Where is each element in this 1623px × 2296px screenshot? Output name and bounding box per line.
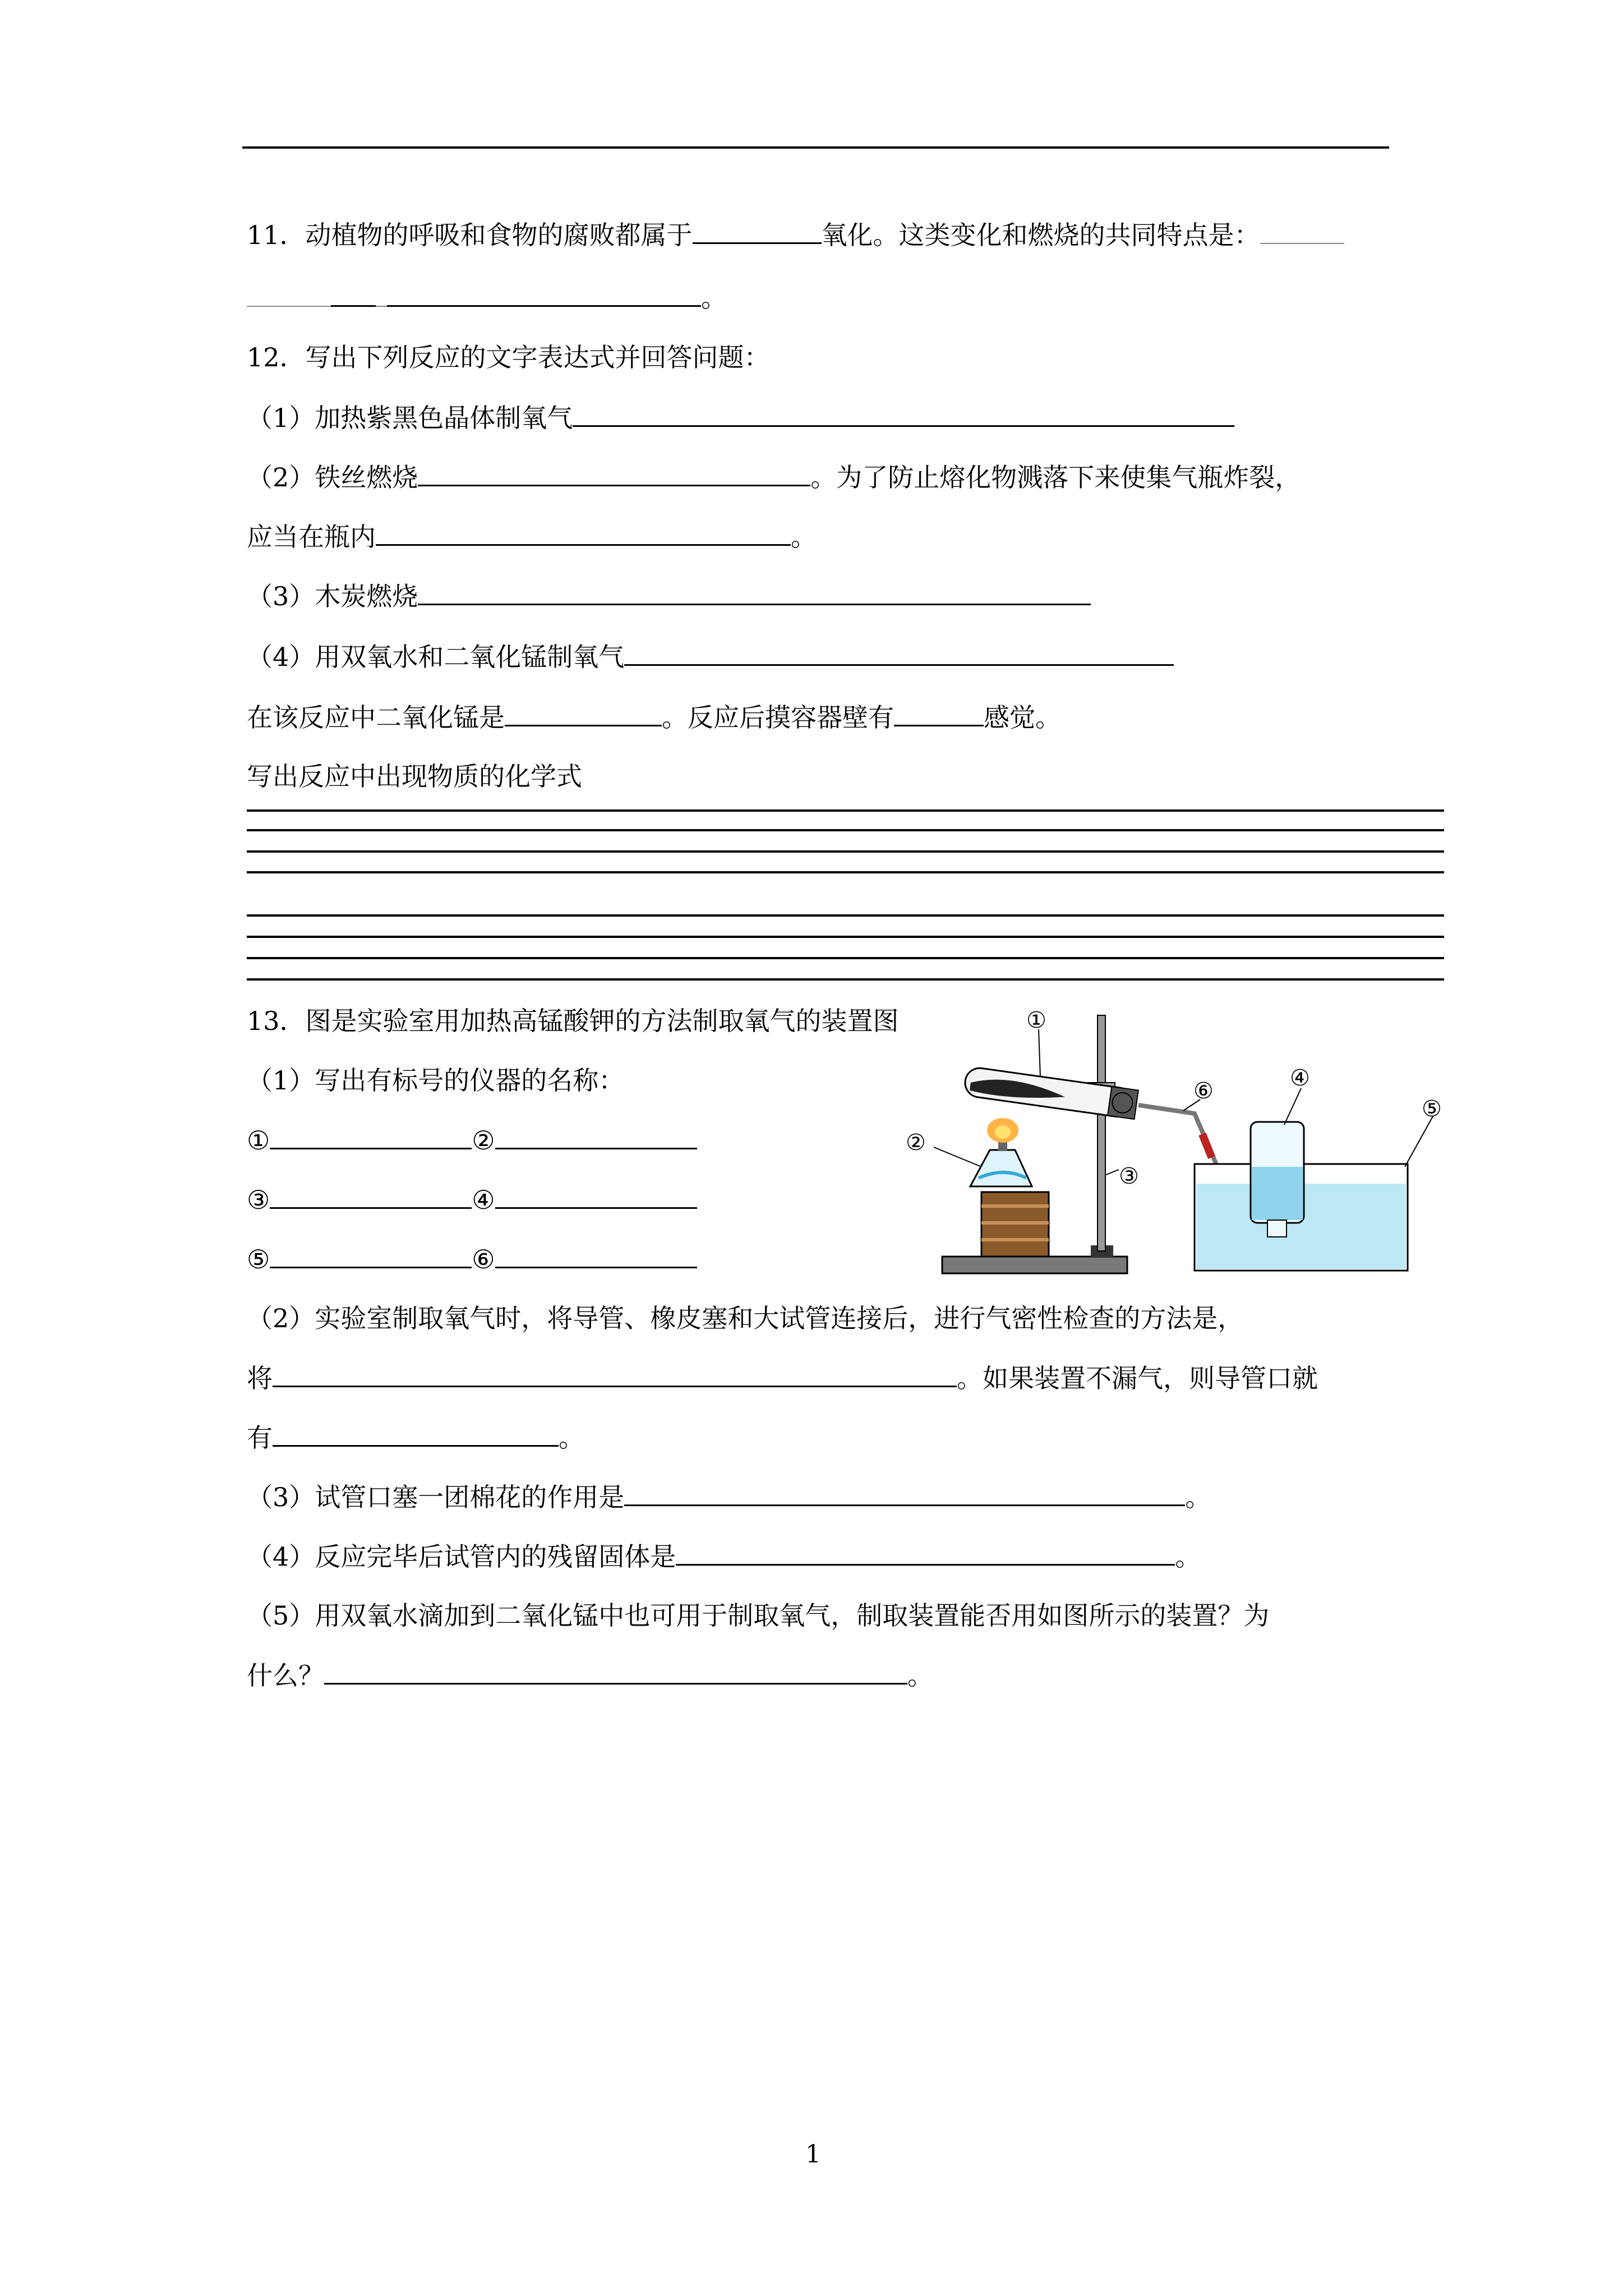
q13-names-row1 [247,1123,697,1157]
q12-p4b-mid: 。反应后摸容器壁有 [662,702,894,733]
q12-feel-blank[interactable] [894,700,984,726]
q13-p5-blank[interactable] [324,1658,907,1685]
q13-p2b-text: 将 [247,1363,273,1393]
figure-label-1: ① [1026,1007,1046,1033]
q11-end: 。 [701,283,727,313]
name-blank-4[interactable] [495,1182,697,1209]
q12-formula-prompt: 写出反应中出现物质的化学式 [247,761,582,792]
name-blank-1[interactable] [270,1123,472,1149]
answer-line-5[interactable] [247,914,1444,917]
label-1: ① [247,1125,270,1156]
q12-part4 [247,639,1174,674]
figure-label-6: ⑥ [1193,1078,1214,1104]
q13-p4-blank[interactable] [676,1539,1175,1566]
page-number: 1 [805,2140,821,2169]
q11-blank-3a[interactable] [247,281,331,307]
q13-part5-cont [247,1658,933,1692]
q13-p2d-text: 有 [247,1423,273,1453]
q13-p3-blank[interactable] [624,1480,1185,1506]
answer-line-3[interactable] [247,850,1444,853]
q12-p2-blank[interactable] [418,460,810,486]
q11-line2 [247,280,727,315]
q12-part2 [247,460,1301,494]
name-blank-2[interactable] [495,1123,697,1149]
q11-blank-2[interactable] [1260,218,1344,244]
q13-part2-cont [247,1361,1318,1395]
rubber-tube [1198,1133,1215,1159]
q13-part2: （2）实验室制取氧气时，将导管、橡皮塞和大试管连接后，进行气密性检查的方法是， [247,1303,1244,1333]
alcohol-lamp [970,1150,1032,1186]
q13-p5-end: 。 [907,1660,933,1691]
q12-p2-text: （2）铁丝燃烧 [247,462,418,493]
test-tube [963,1066,1138,1119]
header-rule [242,146,1389,149]
answer-line-2[interactable] [247,829,1444,831]
answer-line-4[interactable] [247,871,1444,873]
q13-part4 [247,1539,1201,1573]
q13-p2c-text: 。如果装置不漏气，则导管口就 [957,1363,1318,1393]
bottle-neck [1267,1220,1287,1237]
q13-p2-blank[interactable] [273,1361,957,1387]
q11-mid: 氧化。这类变化和燃烧的共同特点是： [821,220,1260,250]
q11-blank-1[interactable] [693,218,822,244]
q13-p3-text: （3）试管口塞一团棉花的作用是 [247,1482,625,1512]
q12-p4b-text: 在该反应中二氧化锰是 [247,702,505,733]
figure-label-2: ② [906,1130,926,1156]
q12-part1 [247,401,1234,435]
q13-p2e-text: 。 [559,1423,584,1453]
q12-p1-blank[interactable] [573,401,1234,427]
q12-title: 12．写出下列反应的文字表达式并回答问题： [247,342,770,372]
q12-p2c-blank[interactable] [376,519,791,546]
answer-line-1[interactable] [247,809,1444,812]
q11-blank-3c[interactable] [376,281,387,307]
q12-p2c-text: 应当在瓶内 [247,522,376,552]
q13-p4-end: 。 [1175,1542,1201,1572]
q13-p2d-blank[interactable] [273,1420,559,1447]
q13-part2-end [247,1420,584,1455]
bottle-water [1252,1167,1303,1220]
name-blank-6[interactable] [495,1242,697,1268]
q13-p3-end: 。 [1185,1482,1211,1512]
stand-base [942,1257,1127,1273]
label-6: ⑥ [472,1244,495,1274]
figure-label-5: ⑤ [1422,1096,1442,1122]
q11-blank-3b[interactable] [331,280,376,307]
q12-p4-blank[interactable] [624,639,1174,666]
q12-p4b-end: 感觉。 [984,702,1061,733]
q12-part2-cont [247,519,817,554]
figure-label-3: ③ [1119,1163,1139,1189]
answer-line-7[interactable] [247,957,1444,959]
q12-p1-text: （1）加热紫黑色晶体制氧气 [247,403,573,433]
q13-p4-text: （4）反应完毕后试管内的残留固体是 [247,1542,676,1572]
iron-stand-rod [1098,1015,1105,1251]
q13-names-row2 [247,1182,697,1217]
figure-label-4: ④ [1290,1065,1310,1091]
q13-part5: （5）用双氧水滴加到二氧化锰中也可用于制取氧气，制取装置能否用如图所示的装置？为 [247,1600,1270,1631]
label-2: ② [472,1125,495,1156]
answer-line-6[interactable] [247,936,1444,938]
q13-p5b-text: 什么？ [247,1660,324,1691]
q11-prefix: 11．动植物的呼吸和食物的腐败都属于 [247,220,693,250]
q13-title: 13．图是实验室用加热高锰酸钾的方法制取氧气的装置图 [247,1006,899,1036]
flame-inner [995,1125,1011,1139]
answer-line-8[interactable] [247,978,1444,981]
label-3: ③ [247,1185,270,1215]
q12-p2-note: 。为了防止熔化物溅落下来使集气瓶炸裂， [810,462,1301,493]
oxygen-apparatus-figure [897,999,1464,1279]
q12-part3 [247,579,1091,613]
q13-part1: （1）写出有标号的仪器的名称： [247,1065,625,1096]
q11-line1 [247,218,1344,252]
q11-blank-3d[interactable] [387,280,701,307]
q13-names-row3 [247,1242,697,1276]
q12-mno2-blank[interactable] [505,700,662,726]
label-4: ④ [472,1185,495,1215]
q12-p2d-text: 。 [791,522,817,552]
q12-p3-blank[interactable] [418,579,1091,605]
name-blank-3[interactable] [270,1182,472,1209]
q12-p3-text: （3）木炭燃烧 [247,581,418,611]
name-blank-5[interactable] [270,1242,472,1268]
label-5: ⑤ [247,1244,270,1274]
q13-part3 [247,1480,1211,1514]
q12-part4b [247,700,1061,734]
q12-p4-text: （4）用双氧水和二氧化锰制氧气 [247,642,625,672]
